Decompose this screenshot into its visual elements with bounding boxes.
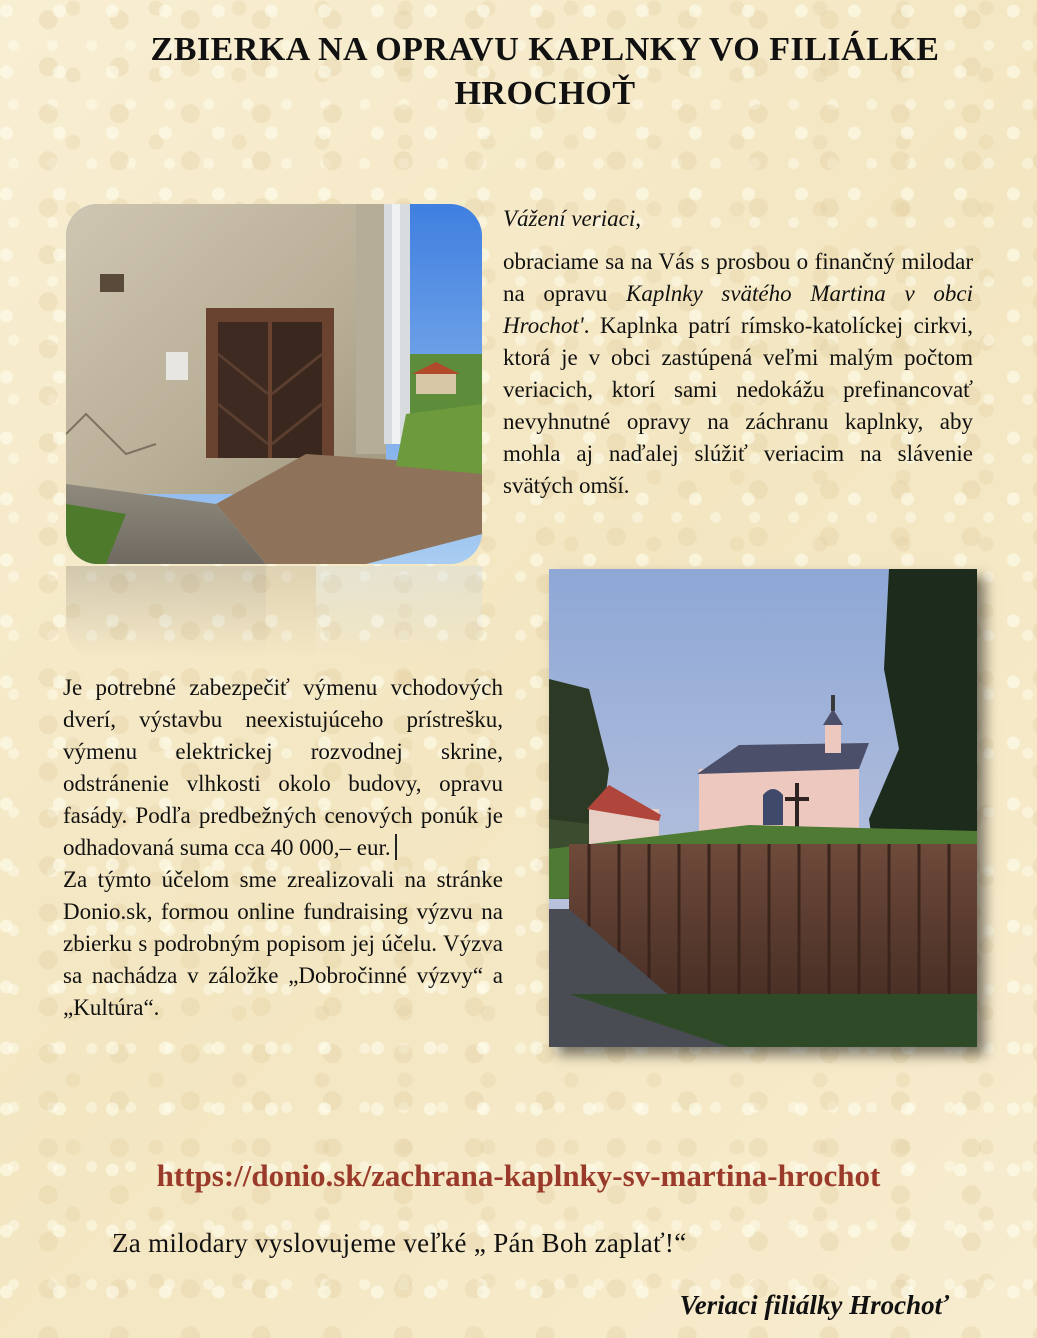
text-cursor <box>395 834 397 860</box>
donio-link[interactable]: https://donio.sk/zachrana-kaplnky-sv-martina-hrochot <box>156 1158 881 1193</box>
chapel-exterior-photo <box>549 569 977 1047</box>
signature: Veriaci filiálky Hrochoť <box>679 1290 949 1320</box>
greeting: Vážení veriaci, <box>503 206 641 231</box>
chapel-door-photo-reflection <box>66 566 482 658</box>
document-title: ZBIERKA NA OPRAVU KAPLNKY VO FILIÁLKE HROCHOŤ <box>150 31 940 112</box>
thanks-line: Za milodary vyslovujeme veľké „ Pán Boh zaplať!“ <box>112 1228 687 1258</box>
intro-paragraph <box>503 246 973 502</box>
intro-text-start: obraciame sa na Vás s prosbou o finančný milodar na opravu <box>503 249 973 306</box>
chapel-door-photo <box>66 204 482 564</box>
chapel-name: Kaplnky svätého Martina v obci Hrochot' <box>503 281 973 338</box>
intro-text-end: . Kaplnka patrí rímsko-katolíckej cirkvi, ktorá je v obci zastúpená veľmi malým počtom veriacich, ktorí sami nedokážu prefinancovať nevyhnutné opravy na záchranu kaplnky, aby mohla aj naďalej slúžiť veriacim na slávenie svätých omší. <box>503 313 973 498</box>
repairs-paragraph <box>63 672 503 1024</box>
repairs-text: Je potrebné zabezpečiť výmenu vchodových dverí, výstavbu neexistujúceho prístrešku, výmenu elektrickej rozvodnej skrine, odstránenie vlhkosti okolo budovy, opravu fasády. Podľa predbežných cenových ponúk je odhadovaná suma cca 40 000,– eur. <box>63 675 503 860</box>
fundraising-text: Za týmto účelom sme zrealizovali na stránke Donio.sk, formou online fundraising výzvu na zbierku s podrobným popisom jej účelu. Výzva sa nachádza v záložke „Dobročinné výzvy“ a „Kultúra“. <box>63 867 503 1020</box>
